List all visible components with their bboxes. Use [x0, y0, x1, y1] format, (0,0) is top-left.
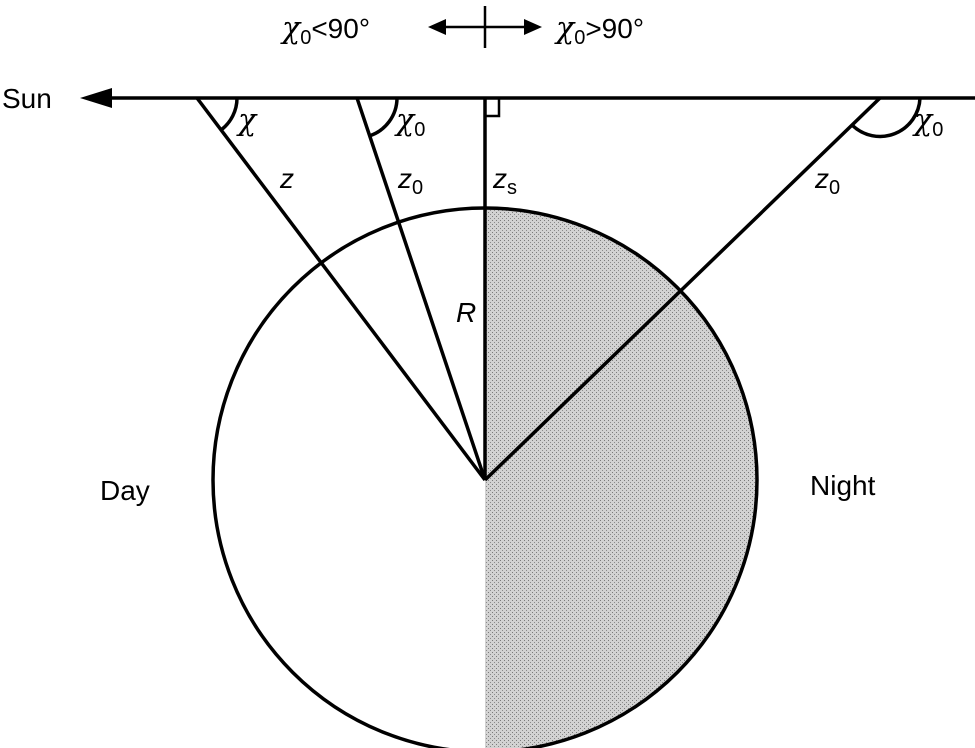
sun-label: Sun	[2, 83, 52, 114]
angle-arc-chi0-left	[369, 98, 397, 136]
right-angle-marker	[485, 98, 499, 116]
header-arrow-left	[428, 19, 446, 35]
header-left-condition: $\chi_0<90^\circ$	[282, 11, 371, 49]
z0-left-label: $z_0$	[398, 163, 424, 199]
radius-label: R	[456, 297, 477, 328]
zs-label: $z_s$	[493, 163, 517, 199]
angle-arc-chi	[221, 98, 237, 130]
sun-arrowhead	[80, 88, 112, 108]
header-right-condition: $\chi_0>90^\circ$	[556, 11, 645, 49]
night-hemisphere	[485, 208, 757, 748]
chi0-right-label: χ0	[914, 103, 944, 141]
day-label: Day	[100, 475, 150, 506]
ray-chi	[197, 98, 485, 480]
z0-right-label: $z_0$	[815, 163, 841, 199]
chi-label: χ	[238, 103, 257, 138]
night-label: Night	[810, 470, 876, 501]
header-arrow-right	[524, 19, 542, 35]
ray-chi0-left	[357, 98, 485, 480]
z-label: z	[280, 163, 294, 194]
chi0-left-label: χ0	[396, 103, 426, 141]
